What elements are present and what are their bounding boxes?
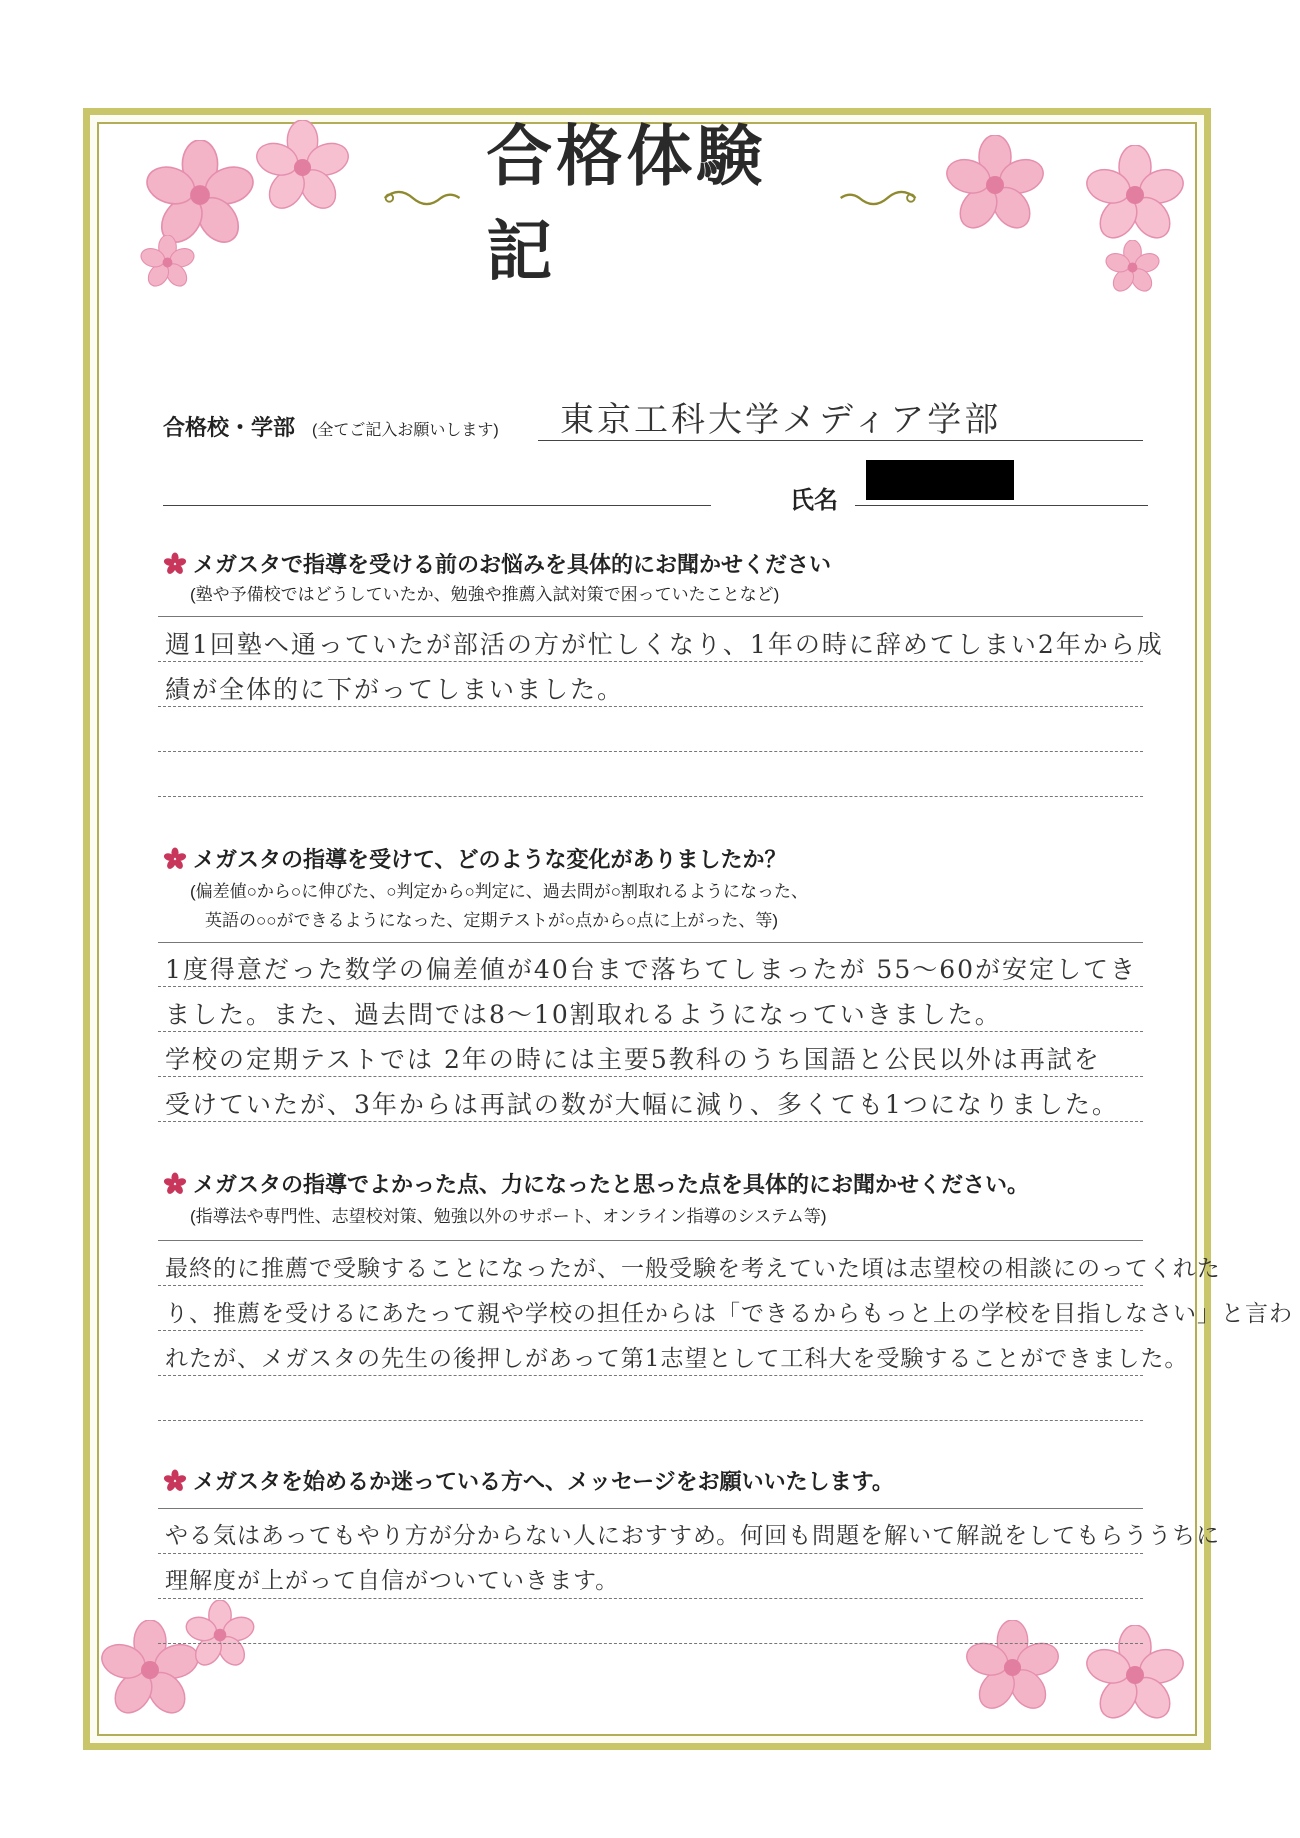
blossom-bullet-icon <box>163 847 187 871</box>
answer-rule <box>158 661 1143 662</box>
section-1-question: メガスタで指導を受ける前のお悩みを具体的にお聞かせください <box>193 552 832 577</box>
answer-rule <box>158 1598 1143 1599</box>
faculty-underline <box>163 505 711 506</box>
name-label: 氏名 <box>790 487 838 514</box>
answer-rule <box>158 1240 1143 1241</box>
title-banner <box>380 117 920 290</box>
section-2-sub-1: (偏差値○から○に伸びた、○判定から○判定に、過去問が○割取れるようになった、 <box>190 882 808 901</box>
section-1-sub: (塾や予備校ではどうしていたか、勉強や推薦入試対策で困っていたことなど) <box>190 585 780 604</box>
answer-rule <box>158 1330 1143 1331</box>
answer-rule <box>158 1285 1143 1286</box>
answer-rule <box>158 1643 1143 1644</box>
section-4-answer-line-1: やる気はあってもやり方が分からない人におすすめ。何回も問題を解いて解説をしてもらううちに <box>165 1523 1221 1549</box>
answer-rule <box>158 796 1143 797</box>
section-2-question: メガスタの指導を受けて、どのような変化がありましたか？ <box>193 847 787 872</box>
section-2-heading <box>163 843 787 874</box>
section-4-question: メガスタを始めるか迷っている方へ、メッセージをお願いいたします。 <box>193 1469 894 1494</box>
school-underline <box>538 440 1143 441</box>
answer-rule <box>158 1553 1143 1554</box>
answer-rule <box>158 1076 1143 1077</box>
cherry-blossom-icon <box>1085 145 1185 245</box>
page-title: 合格体験記 <box>486 117 767 290</box>
section-1-answer-line-2: 績が全体的に下がってしまいました。 <box>165 675 625 704</box>
section-2-answer-line-3: 学校の定期テストでは 2年の時には主要5教科のうち国語と公民以外は再試を <box>165 1045 1101 1074</box>
name-underline <box>855 505 1148 506</box>
cherry-blossom-icon <box>965 1620 1060 1715</box>
section-3-answer-line-3: れたが、メガスタの先生の後押しがあって第1志望として工科大を受験することができました。 <box>165 1346 1189 1372</box>
section-2-answer-line-2: ました。また、過去問では8〜10割取れるようになっていきました。 <box>165 1000 1002 1029</box>
cherry-blossom-icon <box>1085 1625 1185 1725</box>
section-2-sub-2: 英語の○○ができるようになった、定期テストが○点から○点に上がった、等) <box>205 911 779 930</box>
answer-rule <box>158 1508 1143 1509</box>
cherry-blossom-icon <box>185 1600 255 1670</box>
section-1-answer-line-1: 週1回塾へ通っていたが部活の方が忙しくなり、1年の時に辞めてしまい2年から成 <box>165 630 1164 659</box>
answer-rule <box>158 1121 1143 1122</box>
answer-rule <box>158 1375 1143 1376</box>
section-4-heading <box>163 1465 894 1496</box>
answer-rule <box>158 942 1143 943</box>
answer-rule <box>158 986 1143 987</box>
cherry-blossom-icon <box>1105 240 1160 295</box>
section-3-sub: (指導法や専門性、志望校対策、勉強以外のサポート、オンライン指導のシステム等) <box>190 1207 827 1226</box>
school-label: 合格校・学部 <box>163 415 296 440</box>
school-note: (全てご記入お願いします) <box>312 422 499 439</box>
section-2-answer-line-1: 1度得意だった数学の偏差値が40台まで落ちてしまったが 55〜60が安定してき <box>165 955 1138 984</box>
answer-rule <box>158 1031 1143 1032</box>
cherry-blossom-icon <box>945 135 1045 235</box>
cherry-blossom-icon <box>255 120 350 215</box>
blossom-bullet-icon <box>163 1469 187 1493</box>
flourish-right-icon <box>836 183 920 213</box>
answer-rule <box>158 751 1143 752</box>
section-3-answer-line-2: り、推薦を受けるにあたって親や学校の担任からは「できるからもっと上の学校を目指しなさい」と言わ <box>165 1301 1293 1327</box>
section-3-question: メガスタの指導でよかった点、力になったと思った点を具体的にお聞かせください。 <box>193 1172 1030 1197</box>
answer-rule <box>158 1420 1143 1421</box>
section-2-answer-line-4: 受けていたが、3年からは再試の数が大幅に減り、多くても1つになりました。 <box>165 1090 1119 1119</box>
blossom-bullet-icon <box>163 1172 187 1196</box>
section-3-heading <box>163 1168 1029 1199</box>
blossom-bullet-icon <box>163 552 187 576</box>
answer-rule <box>158 706 1143 707</box>
cherry-blossom-icon <box>140 235 195 290</box>
school-value: 東京工科大学メディア学部 <box>560 400 1002 440</box>
flourish-left-icon <box>380 183 464 213</box>
name-redaction <box>866 460 1014 500</box>
section-4-answer-line-2: 理解度が上がって自信がついていきます。 <box>165 1568 620 1594</box>
section-3-answer-line-1: 最終的に推薦で受験することになったが、一般受験を考えていた頃は志望校の相談にのってくれた <box>165 1256 1221 1282</box>
answer-rule <box>158 616 1143 617</box>
section-1-heading <box>163 548 831 579</box>
cherry-blossom-icon <box>145 140 255 250</box>
